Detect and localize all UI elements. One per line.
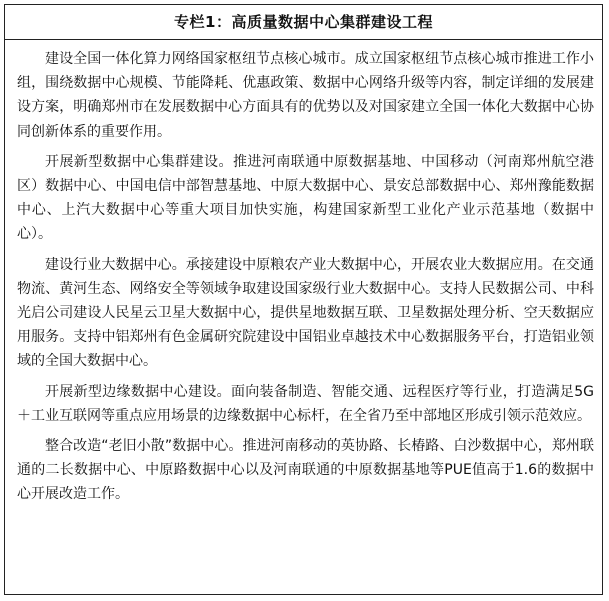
column-box — [4, 4, 603, 595]
paragraph-edge-data-center: 开展新型边缘数据中心建设。面向装备制造、智能交通、远程医疗等行业，打造满足5G＋工业互联网等重点应用场景的边缘数据中心标杆，在全省乃至中部地区形成引领示范效应。 — [17, 383, 594, 424]
column-title: 专栏1：高质量数据中心集群建设工程 — [5, 5, 602, 40]
paragraph-new-cluster: 开展新型数据中心集群建设。推进河南联通中原数据基地、中国移动（河南郑州航空港区）数据中心、中国电信中部智慧基地、中原大数据中心、景安总部数据中心、郑州豫能数据中心、上汽大数据中心等重大项目加快实施，构建国家新型工业化产业示范基地（数据中心）。 — [17, 153, 594, 243]
paragraph-national-hub-city: 建设全国一体化算力网络国家枢纽节点核心城市。成立国家枢纽节点核心城市推进工作小组，围绕数据中心规模、节能降耗、优惠政策、数据中心网络升级等内容，制定详细的发展建设方案，明确郑州市在发展数据中心方面具有的优势以及对国家建立全国一体化大数据中心协同创新体系的重要作用。 — [17, 51, 594, 140]
paragraph-legacy-renovation: 整合改造“老旧小散”数据中心。推进河南移动的英协路、长椿路、白沙数据中心，郑州联通的二长数据中心、中原路数据中心以及河南联通的中原数据基地等PUE值高于1.6的数据中心开展改造工作。 — [17, 438, 594, 503]
paragraph-industry-big-data: 建设行业大数据中心。承接建设中原粮农产业大数据中心，开展农业大数据应用。在交通物流、黄河生态、网络安全等领域争取建设国家级行业大数据中心。支持人民数据公司、中科光启公司建设人民星云卫星大数据中心，提供星地数据互联、卫星数据处理分析、空天数据应用服务。支持中铝郑州有色金属研究院建设中国铝业卓越技术中心数据服务平台，打造铝业领域的全国大数据中心。 — [17, 256, 594, 370]
column-content — [5, 40, 602, 507]
